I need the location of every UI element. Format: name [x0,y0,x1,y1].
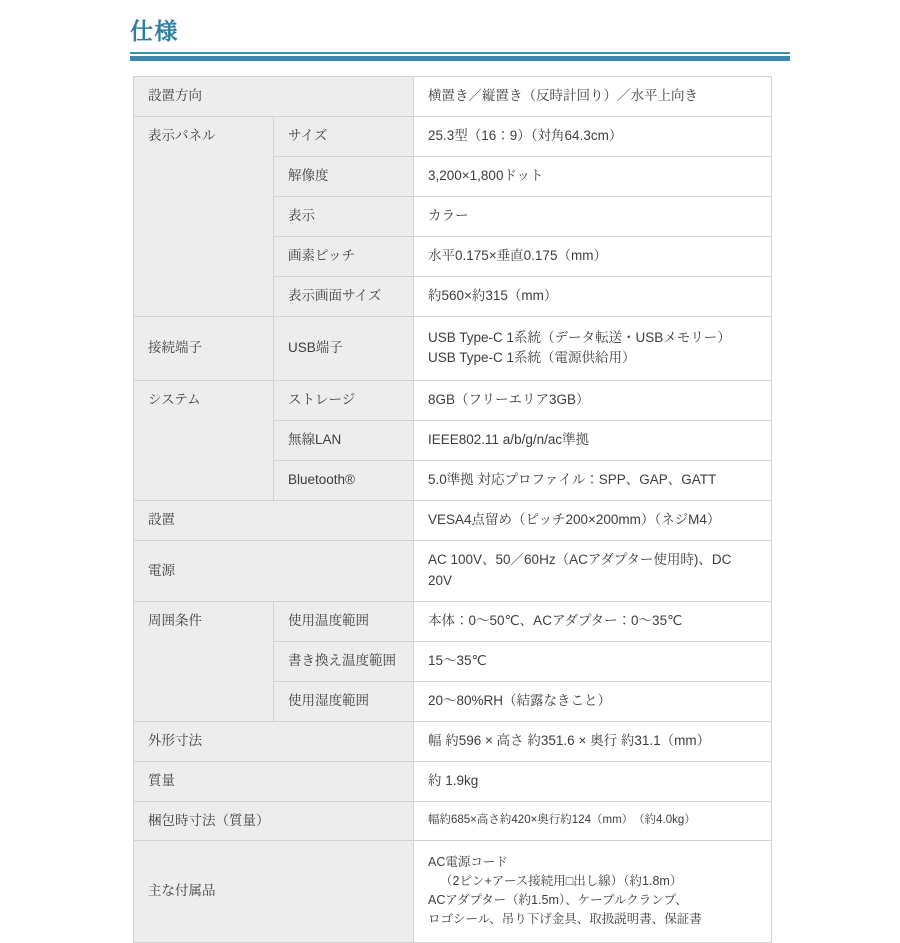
row-value-system-storage [414,381,772,421]
row-label-ambient-humidity: 使用湿度範囲 [274,681,414,721]
row-value-power [414,541,772,602]
value-line: 本体：0〜50℃、ACアダプター：0〜35℃ [428,612,683,628]
row-value-package-dimensions [414,801,772,841]
row-label-ambient-rewrite-temp: 書き換え温度範囲 [274,641,414,681]
row-label-panel-pixel-pitch: 画素ピッチ [274,236,414,276]
row-group-label-panel-size: 表示パネル [134,116,274,316]
row-label-power: 電源 [134,541,414,602]
value-line: IEEE802.11 a/b/g/n/ac準拠 [428,432,590,448]
table-row [134,381,772,421]
table-row [134,316,772,381]
value-line: 約 1.9kg [428,772,479,788]
row-value-panel-size [414,116,772,156]
value-line: 幅約685×高さ約420×奥行約124（mm） （約4.0kg） [428,814,696,827]
row-label-system-wlan: 無線LAN [274,421,414,461]
row-value-panel-screen-size [414,276,772,316]
table-row [134,77,772,117]
row-group-label-ambient-operating-temp: 周囲条件 [134,601,274,721]
row-value-ambient-operating-temp [414,601,772,641]
value-line: AC電源コード [428,855,508,870]
row-label-panel-resolution: 解像度 [274,156,414,196]
value-line: 横置き／縦置き（反時計回り）／水平上向き [428,88,698,103]
section-heading [130,18,790,61]
value-line: 20〜80%RH（結露なきこと） [428,692,612,708]
value-line: AC 100V、50／60Hz（ACアダプター使用時)、DC 20V [428,552,732,588]
value-line: USB Type-C 1系統（電源供給用） [428,350,636,366]
value-line: 幅 約596 × 高さ 約351.6 × 奥行 約31.1（mm） [428,732,711,748]
value-line: VESA4点留め（ピッチ200×200mm）（ネジM4） [428,512,721,528]
value-line: 水平0.175×垂直0.175（mm） [428,247,607,263]
row-value-system-bluetooth [414,461,772,501]
row-value-installation [414,501,772,541]
row-label-panel-size: サイズ [274,116,414,156]
value-line: 25.3型（16：9）（対角64.3cm） [428,127,623,143]
row-label-ambient-operating-temp: 使用温度範囲 [274,601,414,641]
table-row [134,761,772,801]
value-line: 3,200×1,800ドット [428,167,544,183]
row-label-weight: 質量 [134,761,414,801]
spec-table-container [133,76,771,943]
row-value-dimensions [414,721,772,761]
value-line: 15〜35℃ [428,652,487,668]
row-label-accessories: 主な付属品 [134,841,414,943]
table-row [134,116,772,156]
value-line: 8GB（フリーエリア3GB） [428,392,590,408]
row-label-system-storage: ストレージ [274,381,414,421]
value-line: 5.0準拠 対応プロファイル：SPP、GAP、GATT [428,472,717,488]
value-line: （2ピン+アース接続用□出し線）（約1.8m） [440,874,683,889]
table-row [134,841,772,943]
row-label-system-bluetooth: Bluetooth® [274,461,414,501]
heading-rule-thick [130,56,790,61]
row-value-panel-resolution [414,156,772,196]
table-row [134,501,772,541]
value-line: ロゴシール、吊り下げ金具、取扱説明書、保証書 [428,911,702,926]
row-label-installation: 設置 [134,501,414,541]
row-label-panel-display: 表示 [274,196,414,236]
value-line: ACアダプター（約1.5m）、ケーブルクランプ、 [428,892,688,907]
value-line: 約560×約315（mm） [428,287,558,303]
value-line: USB Type-C 1系統（データ転送・USBメモリー） [428,329,731,345]
row-label-connector-usb: USB端子 [274,316,414,381]
row-label-panel-screen-size: 表示画面サイズ [274,276,414,316]
value-line: カラー [428,207,469,223]
row-value-panel-pixel-pitch [414,236,772,276]
table-row [134,801,772,841]
row-value-orientation [414,77,772,117]
table-row [134,721,772,761]
row-group-label-system-storage: システム [134,381,274,501]
specifications-table [133,76,772,943]
row-label-dimensions: 外形寸法 [134,721,414,761]
row-label-package-dimensions: 梱包時寸法（質量） [134,801,414,841]
row-label-orientation: 設置方向 [134,77,414,117]
table-row [134,601,772,641]
row-value-system-wlan [414,421,772,461]
row-value-ambient-humidity [414,681,772,721]
row-value-panel-display [414,196,772,236]
row-value-weight [414,761,772,801]
row-group-label-connector-usb: 接続端子 [134,316,274,381]
row-value-accessories [414,841,772,943]
row-value-ambient-rewrite-temp [414,641,772,681]
table-row [134,541,772,602]
page-title: 仕様 [130,18,179,44]
row-value-connector-usb [414,316,772,381]
